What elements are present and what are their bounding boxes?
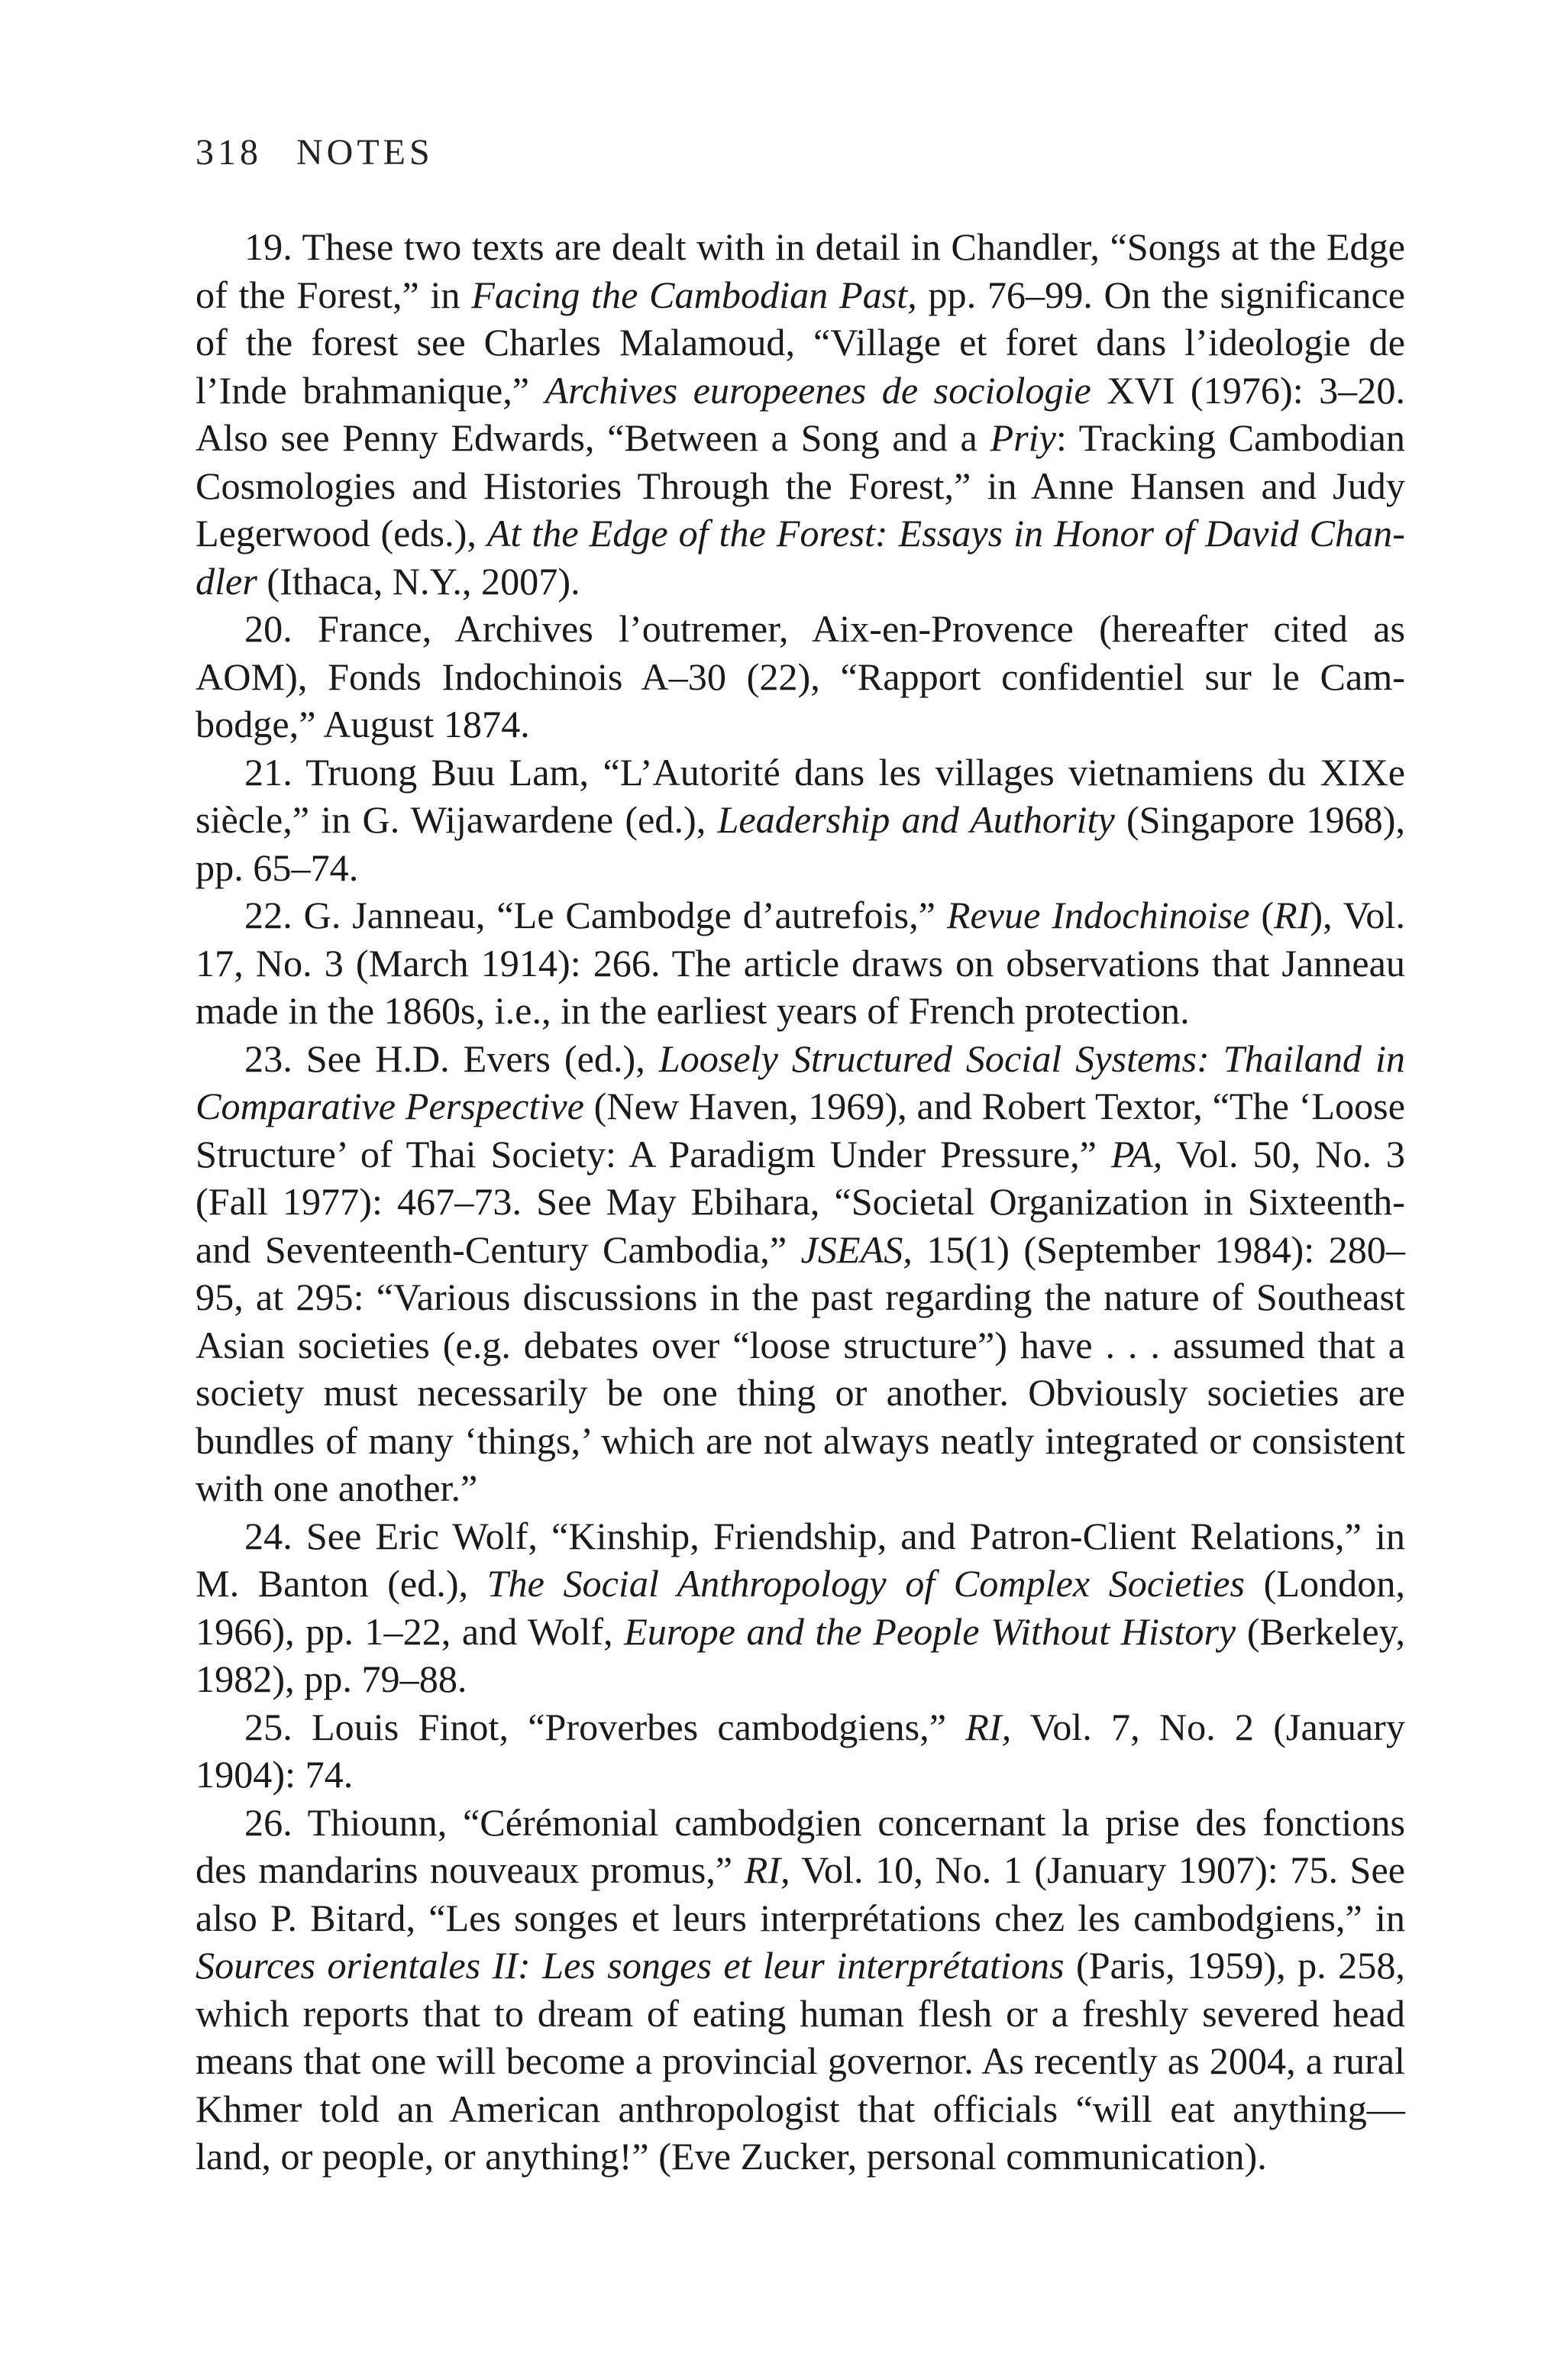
note-title-italic: Europe and the People Without History (624, 1609, 1236, 1653)
note-segment: Truong Buu Lam, “L’Autorité dans les villages vietnamiens du XIXe siècle,” in G. Wijawardene (ed.), (196, 750, 1405, 841)
note-text (196, 1706, 1405, 1796)
endnote-21 (196, 749, 1405, 892)
note-segment: Vol. 10, No. 1 (January 1907): 75. See also P. Bitard, “Les songes et leurs interprétations chez les cambodgiens,” in (196, 1848, 1405, 1939)
note-segment: Vol. 7, No. 2 (January 1904): 74. (196, 1705, 1405, 1796)
note-segment: (London, 1966), pp. 1–22, and Wolf, (196, 1562, 1405, 1653)
note-segment: Louis Finot, “Proverbes cambodgiens,” (311, 1705, 966, 1748)
note-segment: ), Vol. 17, No. 3 (March 1914): 266. The article draws on observations that Janneau made in the 1860s, i.e., in the earliest years of French protection. (196, 894, 1405, 1032)
note-title-italic: PA, (1110, 1132, 1163, 1175)
note-segment: These two texts are dealt with in detail in Chandler, “Songs at the Edge of the Forest,” in (196, 225, 1405, 316)
note-title-italic: Sources orientales II: Les songes et leur interprétations (196, 1944, 1065, 1987)
note-text (196, 751, 1405, 889)
note-number: 26. (244, 1800, 292, 1844)
endnote-22 (196, 891, 1405, 1035)
note-number: 24. (244, 1514, 292, 1557)
note-number: 23. (244, 1036, 292, 1080)
note-title-italic: The Social Anthropology of Complex Societies (486, 1562, 1246, 1605)
note-segment: (Berkeley, 1982), pp. 79–88. (196, 1609, 1405, 1700)
note-segment: Thiounn, “Cérémonial cambodgien concernant la prise des fonctions des mandarins nouveaux promus,” (196, 1800, 1406, 1891)
endnote-19 (196, 223, 1405, 605)
page-number: 318 (196, 132, 262, 173)
note-segment: XVI (1976): 3–20. Also see Penny Edwards, “Between a Song and a (196, 368, 1405, 459)
note-title-italic: Facing the Cambodian Past, (471, 273, 917, 316)
note-segment: (New Haven, 1969), and Robert Textor, “The ‘Loose Structure’ of Thai Society: A Paradigm Under Pressure,” (196, 1085, 1405, 1175)
note-title-italic: JSEAS, (800, 1227, 913, 1271)
note-segment: (Ithaca, N.Y., 2007). (257, 559, 580, 603)
endnote-26 (196, 1799, 1405, 2181)
note-segment: Vol. 50, No. 3 (Fall 1977): 467–73. See May Ebihara, “Societal Organization in Sixteenth- and Seventeenth-Century Cambodia,” (196, 1132, 1405, 1271)
running-head (196, 130, 434, 176)
endnote-25 (196, 1703, 1405, 1799)
note-text (196, 1801, 1405, 2178)
note-number: 21. (244, 750, 292, 794)
note-number: 19. (244, 225, 292, 268)
note-segment: pp. 76–99. On the significance of the forest see Charles Malamoud, “Village et foret dans l’ideologie de l’Inde brahmanique,” (196, 273, 1406, 412)
note-title-italic: Archives europeenes de sociologie (544, 368, 1091, 412)
note-segment: G. Janneau, “Le Cambodge d’autrefois,” (303, 894, 947, 936)
note-title-italic: Revue Indochinoise (946, 894, 1250, 936)
note-number: 25. (244, 1705, 292, 1748)
note-text (196, 1515, 1405, 1701)
note-text (196, 225, 1405, 603)
note-segment: (Singapore 1968), pp. 65–74. (196, 798, 1406, 889)
note-segment: 15(1) (September 1984): 280–95, at 295: “Various discussions in the past regarding the nature of Southeast Asian societies (e.g. debates over “loose structure”) have . . . assumed that a society must necessarily be one thing or another. Obviously societies are bundles of many ‘things,’ which are not always neatly integrated or consistent with one another.” (196, 1227, 1405, 1509)
note-title-italic: Leadership and Authority (717, 798, 1115, 841)
note-title-italic: RI (1274, 894, 1310, 936)
note-segment: (Paris, 1959), p. 258, which reports that to dream of eating human flesh or a freshly severed head means that one will become a provincial governor. As recently as 2004, a rural Khmer told an American anthropologist that officials “will eat anything—land, or people, or anything!” (Eve Zucker, personal communication). (196, 1944, 1405, 2178)
note-text (196, 1037, 1405, 1510)
note-segment: See H.D. Evers (ed.), (305, 1036, 659, 1080)
endnote-23 (196, 1035, 1405, 1512)
endnotes-list (196, 223, 1405, 2181)
note-title-italic: RI, (744, 1848, 790, 1891)
endnote-24 (196, 1512, 1405, 1703)
note-title-italic: RI, (965, 1705, 1012, 1748)
endnote-20 (196, 605, 1405, 749)
note-segment: France, Archives l’outremer, Aix-en-Provence (hereafter cited as AOM), Fonds Indochinois A–30 (22), “Rapport confidentiel sur le Cambodge,” August 1874. (196, 607, 1405, 745)
note-title-italic: Loosely Structured Social Systems: Thailand in Comparative Perspective (196, 1036, 1406, 1127)
note-title-italic: Priy (990, 416, 1056, 459)
note-number: 20. (244, 607, 292, 650)
note-number: 22. (244, 894, 292, 936)
note-segment: ( (1249, 894, 1275, 936)
note-segment: : Tracking Cambodian Cosmologies and Histories Through the Forest,” in Anne Hansen and Judy Legerwood (eds.), (196, 416, 1405, 555)
section-title: NOTES (296, 132, 434, 173)
note-text (196, 607, 1405, 745)
note-text (196, 894, 1405, 1032)
note-title-italic: At the Edge of the Forest: Essays in Honor of David Chandler (196, 512, 1405, 603)
note-segment: See Eric Wolf, “Kinship, Friendship, and Patron-Client Relations,” in M. Banton (ed.), (196, 1514, 1406, 1605)
